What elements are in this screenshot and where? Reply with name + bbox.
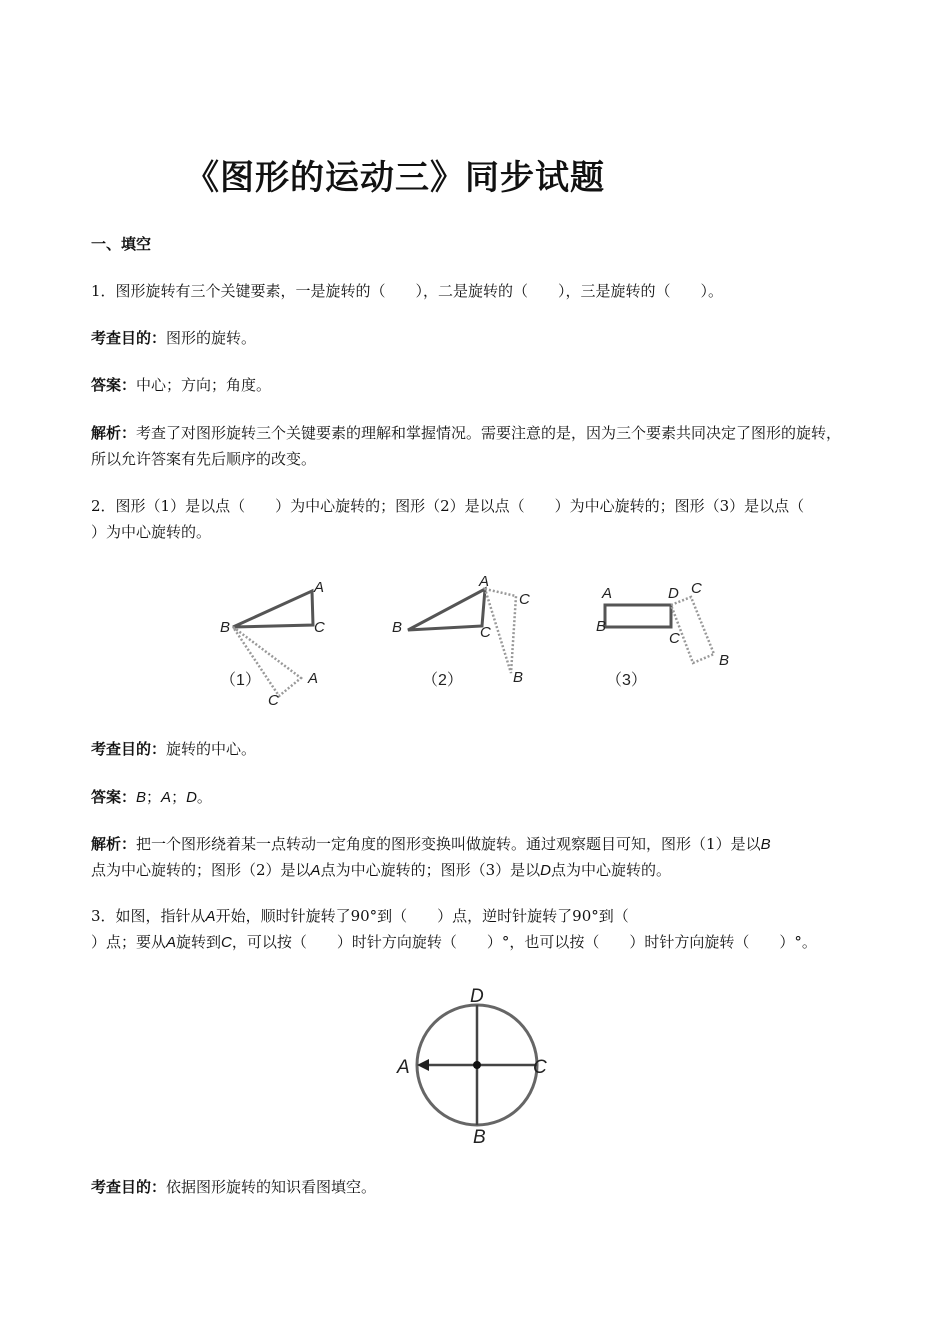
figure-3 [596,580,729,689]
q3-goal-text: 依据图形旋转的知识看图填空。 [166,1178,377,1196]
fig3-label-a: A [602,585,613,602]
q2-goal [91,736,861,762]
q3-point-a: A [205,908,216,925]
goal-label: 考查目的： [91,329,167,347]
fig1-label-a: A [314,579,325,596]
q3-text5: ，可以按（ ）时针方向旋转（ ）°，也可以按（ ）时针方向旋转（ ）°。 [231,933,817,951]
fig3-label-c2: C [691,580,702,597]
q2-answer-sep2: ； [171,788,187,806]
q2-analysis-line2 [91,857,861,884]
q3-goal [91,1174,861,1200]
q1-goal-text: 图形的旋转。 [166,329,257,347]
q2-answer-d: D [186,789,197,806]
fig2-original-triangle [408,589,485,630]
q1-answer [91,372,861,398]
q2-question-line2: ）为中心旋转的。 [91,523,212,541]
fig2-label-c: C [480,624,491,641]
clock-label-d: D [470,986,484,1007]
fig1-label-a2: A [308,670,319,687]
q2-analysis-d: D [540,862,551,879]
analysis-label: 解析： [91,835,137,853]
q2-answer-a: A [161,789,172,806]
q2-analysis-a: A [310,862,321,879]
fig3-caption: （3） [606,672,647,689]
fig1-label-c: C [314,619,325,636]
goal-label: 考查目的： [91,740,167,758]
fig2-label-b: B [392,619,403,636]
q3-question-line2 [91,929,861,956]
q3-text2: 开始，顺时针旋转了90°到（ ）点，逆时针旋转了90°到（ [215,907,629,925]
q1-question: 1．图形旋转有三个关键要素，一是旋转的（ ），二是旋转的（ ），三是旋转的（ ）。 [91,282,724,300]
q2-analysis-text1: 把一个图形绕着某一点转动一定角度的图形变换叫做旋转。通过观察题目可知，图形（1）是以 [136,835,761,853]
q1-analysis [91,420,851,472]
q2-analysis-text2: 点为中心旋转的；图形（2）是以 [91,861,311,879]
fig3-label-c: C [669,630,680,647]
q2-answer-b: B [136,789,147,806]
clock-figure [385,978,565,1148]
analysis-label: 解析： [91,424,137,442]
fig3-original-rectangle [605,605,671,627]
q3-point-a2: A [166,934,177,951]
clock-label-a: A [397,1057,410,1078]
q2-question-line1: 2．图形（1）是以点（ ）为中心旋转的；图形（2）是以点（ ）为中心旋转的；图形（3）是以点（ [91,497,805,515]
figure-2 [392,573,530,689]
clock-label-b: B [473,1127,486,1148]
fig1-label-b: B [220,619,231,636]
section-heading: 一、填空 [91,235,152,253]
fig1-label-c2: C [268,692,279,709]
q3-point-c: C [221,934,232,951]
q2-analysis-b: B [760,836,771,853]
page-title: 《图形的运动三》同步试题 [185,158,605,198]
fig3-label-d: D [668,585,679,602]
q1-goal [91,325,861,351]
fig2-label-a: A [479,573,490,590]
pointer-arrowhead [417,1059,429,1071]
goal-label: 考查目的： [91,1178,167,1196]
q2-answer-sep1: ； [146,788,162,806]
q2-analysis-line1 [91,831,861,858]
q3-text3: ）点；要从 [91,933,167,951]
answer-label: 答案： [91,788,137,806]
rotation-figures [200,565,760,715]
q2-answer [91,784,861,811]
fig2-label-c2: C [519,591,530,608]
fig3-label-b: B [596,618,607,635]
q2-analysis-text3: 点为中心旋转的；图形（3）是以 [320,861,541,879]
q2-answer-end: 。 [196,788,212,806]
figure-1 [220,579,325,709]
q2-analysis-text4: 点为中心旋转的。 [550,861,671,879]
clock-label-c: C [533,1057,547,1078]
q3-text4: 旋转到 [176,933,222,951]
q1-analysis-text: 考查了对图形旋转三个关键要素的理解和掌握情况。需要注意的是，因为三个要素共同决定了图形的旋转，所以允许答案有先后顺序的改变。 [91,424,842,468]
q3-question-line1 [91,903,861,930]
fig1-caption: （1） [220,672,261,689]
fig2-caption: （2） [422,672,463,689]
center-point [473,1061,481,1069]
fig1-original-triangle [233,591,313,627]
q2-goal-text: 旋转的中心。 [166,740,257,758]
fig2-label-b2: B [513,669,524,686]
answer-label: 答案： [91,376,137,394]
q3-text1: 3．如图，指针从 [91,907,206,925]
fig3-label-b2: B [719,652,730,669]
q1-answer-text: 中心；方向；角度。 [136,376,272,394]
